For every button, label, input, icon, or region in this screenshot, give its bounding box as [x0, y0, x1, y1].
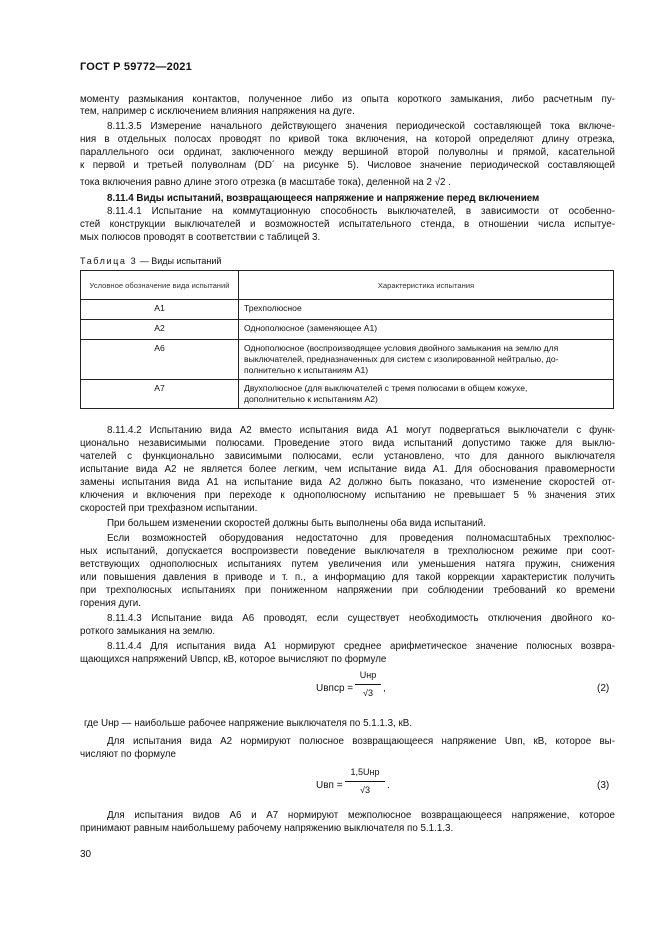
table-row: [81, 300, 614, 320]
text-line: замены испытания вида A1 на испытание вида A2 должно быть показано, что изменение скоростей от-: [80, 477, 615, 488]
text-line: 8.11.3.5 Измерение начального действующего значения периодической составляющей тока включе-: [107, 121, 615, 132]
table-cell-code: A7: [81, 380, 239, 409]
text-line: Для испытания вида A2 нормируют полюсное возвращающееся напряжение Uвп, кВ, которое вы-: [107, 736, 615, 747]
table-cell-code: A1: [81, 300, 239, 320]
table-header-cell: Характеристика испытания: [239, 271, 614, 300]
table-cell-code: A2: [81, 320, 239, 340]
text-line: роткого замыкания на землю.: [80, 626, 216, 637]
text-line: испытание вида A2 не является более легким, чем испытание вида A1. Для обоснования правомерности: [80, 464, 615, 475]
text-fragment: тока включения равно длине этого отрезка (в масштабе тока), деленной на 2: [80, 177, 432, 188]
text-line: Для испытания видов A6 и A7 нормируют межполюсное возвращающееся напряжение, которое: [107, 810, 615, 821]
table-caption: [80, 256, 221, 266]
text-line: при трехполюсных испытаниях при пониженном напряжении при соблюдении требований ко времени: [80, 585, 615, 596]
table-caption-title: — Виды испытаний: [139, 256, 222, 266]
eq2-lhs: Uвпср =: [316, 683, 354, 694]
eq3-numerator: 1,5Uнр: [350, 767, 380, 777]
table-row: [81, 380, 614, 409]
text-line: 8.11.4.2 Испытанию вида A2 вместо испытания вида A1 могут подвергаться выключатели с функ-: [107, 425, 615, 436]
page-number: 30: [80, 849, 92, 860]
text-line: ных испытаний, допускается воспроизвести поведение выключателя в трехполюсном режиме при соот-: [80, 546, 615, 557]
text-line: или повышения давления в приводе и т. п., а информацию для такой коррекции характеристик получить: [80, 572, 615, 583]
desc-line: Однополюсное (воспроизводящее условия двойного замыкания на землю для: [244, 343, 559, 353]
eq2-denominator: √3: [363, 688, 373, 698]
text-line: ния в отдельных полосах проводят по кривой тока включения, на которой определяют длину отрезка,: [80, 134, 615, 145]
table-caption-label: Таблица 3: [80, 256, 138, 266]
eq3-period: .: [387, 780, 390, 791]
text-line: 8.11.4.3 Испытание вида A6 проводят, если существует необходимость отключения двойного ко-: [107, 613, 615, 624]
text-line: мых полюсов проводят в соответствии с таблицей 3.: [80, 232, 321, 243]
where-line: где Uнр — наибольше рабочее напряжение выключателя по 5.1.1.3, кВ.: [84, 718, 413, 729]
table-cell-desc: Трехполюсное: [239, 300, 614, 320]
table-header-cell: Условное обозначение вида испытаний: [81, 271, 239, 300]
eq3-denominator: √3: [360, 785, 370, 795]
eq2-lhs-text: Uвпср: [316, 683, 345, 694]
document-header: ГОСТ Р 59772—2021: [80, 61, 192, 73]
eq3-lhs: Uвп =: [316, 780, 343, 791]
table-cell-desc: [239, 380, 614, 409]
text-line: горения дуги.: [80, 598, 141, 609]
table-header-row: [81, 271, 614, 300]
desc-line: полнительно к испытаниям A1): [244, 365, 369, 375]
text-line: параллельного оси ординат, заключенного между вершиной второй полуволны и прямой, касательной: [80, 147, 615, 158]
text-line: 8.11.4.4 Для испытания вида A1 нормируют среднее арифметическое значение полюсных возвра-: [107, 641, 615, 652]
table-row: [81, 340, 614, 380]
text-line: щающихся напряжений Uвпср, кВ, которое вычисляют по формуле: [80, 654, 387, 665]
text-line: к первой и третьей полуволнам (DD´ на рисунке 5). Числовое значение периодической составляющей: [80, 160, 615, 171]
eq3-fraction-bar: [345, 781, 385, 782]
desc-line: дополнительно к испытаниям A2): [244, 394, 378, 404]
text-line: тока включения равно длине этого отрезка (в масштабе тока), деленной на 2 √2 .: [80, 177, 451, 188]
text-line: принимают равным наибольшему рабочему напряжению выключателя по 5.1.1.3.: [80, 823, 454, 834]
text-line: стей конструкции выключателей и возможностей испытательного стенда, в отношении числа испытуе-: [80, 219, 615, 230]
text-line: числяют по формуле: [80, 749, 176, 760]
text-line: При большем изменении скоростей должны быть выполнены оба вида испытаний.: [107, 518, 486, 529]
text-line: тем, например с исключением влияния напряжения на дуге.: [80, 106, 355, 117]
text-line: Если возможностей оборудования недостаточно для проведения полномасштабных трехполюс-: [107, 533, 615, 544]
eq2-label: (2): [597, 683, 610, 694]
text-line: ционально независимыми полюсами. Проведение этого вида испытаний допустимо также для выклю-: [80, 438, 615, 449]
eq2-comma: ,: [383, 683, 386, 694]
table-cell-desc: Однополюсное (заменяющее A1): [239, 320, 614, 340]
table-row: [81, 320, 614, 340]
text-line: ключения и включения при переходе к однополюсному испытанию не превышает 5 % значения этих: [80, 490, 615, 501]
test-types-table: [80, 270, 614, 409]
desc-line: Двухполюсное (для выключателей с тремя полюсами в общем кожухе,: [244, 383, 528, 393]
section-heading: 8.11.4 Виды испытаний, возвращающееся напряжение и напряжение перед включением: [107, 193, 540, 204]
table-cell-desc: [239, 340, 614, 380]
table-cell-code: A6: [81, 340, 239, 380]
sqrt-two: √2: [434, 177, 446, 188]
text-line: ветствующих однополюсных испытаниях путем увеличения или уменьшения натяга пружин, снижения: [80, 559, 615, 570]
eq2-numerator: Uнр: [359, 670, 377, 680]
eq3-label: (3): [597, 780, 610, 791]
text-line: 8.11.4.1 Испытание на коммутационную способность выключателей, в зависимости от особенно-: [107, 206, 615, 217]
eq3-lhs-text: Uвп: [316, 780, 334, 791]
desc-line: выключателей, предназначенных для систем с изолированной нейтралью, до-: [244, 354, 559, 364]
text-line: моменту размыкания контактов, полученное либо из опыта короткого замыкания, либо расчетным пу-: [80, 94, 615, 105]
text-line: чателей с функционально зависимыми полюсами, если установлено, что для данного выключателя: [80, 451, 615, 462]
eq2-fraction-bar: [355, 684, 381, 685]
text-line: скоростей при трехфазном испытании.: [80, 503, 258, 514]
